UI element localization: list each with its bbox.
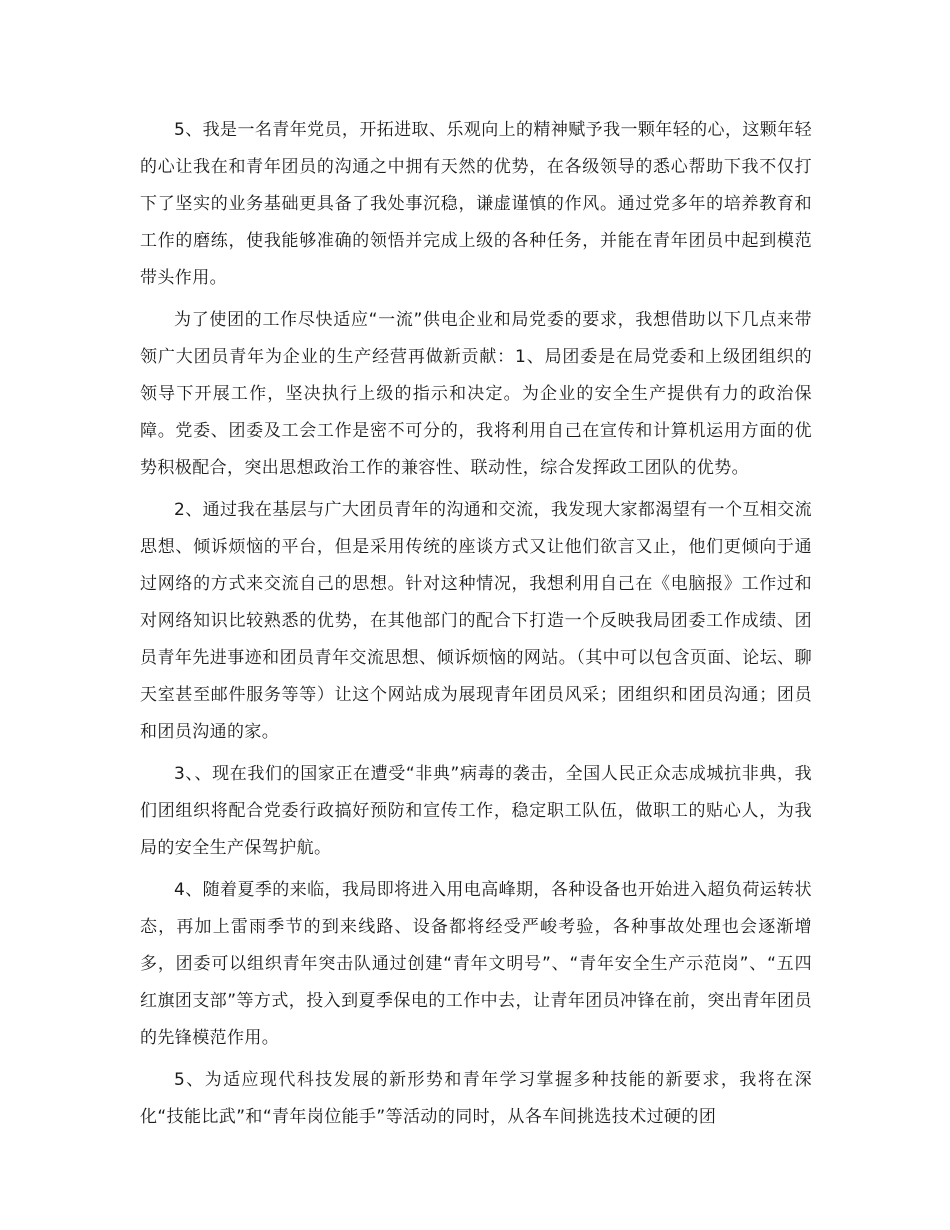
paragraph-3: 2、通过我在基层与广大团员青年的沟通和交流，我发现大家都渴望有一个互相交流思想、倾诉烦恼的平台，但是采用传统的座谈方式又让他们欲言又止，他们更倾向于通过网络的方式来交流自己的思想。针对这种情况，我想利用自己在《电脑报》工作过和对网络知识比较熟悉的优势，在其他部门的配合下打造一个反映我局团委工作成绩、团员青年先进事迹和团员青年交流思想、倾诉烦恼的网站。（其中可以包含页面、论坛、聊天室甚至邮件服务等等）让这个网站成为展现青年团员风采；团组织和团员沟通；团员和团员沟通的家。 xyxy=(140,500,812,742)
paragraph-5: 4、随着夏季的来临，我局即将进入用电高峰期，各种设备也开始进入超负荷运转状态，再加上雷雨季节的到来线路、设备都将经受严峻考验，各种事故处理也会逐渐增多，团委可以组织青年突击队通过创建“青年文明号”、“青年安全生产示范岗”、“五四红旗团支部”等方式，投入到夏季保电的工作中去，让青年团员冲锋在前，突出青年团员的先锋模范作用。 xyxy=(140,880,812,1048)
paragraph-6: 5、为适应现代科技发展的新形势和青年学习掌握多种技能的新要求，我将在深化“技能比武”和“青年岗位能手”等活动的同时，从各车间挑选技术过硬的团 xyxy=(140,1070,812,1127)
paragraph-2: 为了使团的工作尽快适应“一流”供电企业和局党委的要求，我想借助以下几点来带领广大团员青年为企业的生产经营再做新贡献：1、局团委是在局党委和上级团组织的领导下开展工作，坚决执行上级的指示和决定。为企业的安全生产提供有力的政治保障。党委、团委及工会工作是密不可分的，我将利用自己在宣传和计算机运用方面的优势积极配合，突出思想政治工作的兼容性、联动性，综合发挥政工团队的优势。 xyxy=(140,310,812,478)
document-body xyxy=(140,112,812,1141)
paragraph-4: 3、、现在我们的国家正在遭受“非典”病毒的袭击，全国人民正众志成城抗非典，我们团组织将配合党委行政搞好预防和宣传工作，稳定职工队伍，做职工的贴心人，为我局的安全生产保驾护航。 xyxy=(140,764,812,858)
paragraph-1: 5、我是一名青年党员，开拓进取、乐观向上的精神赋予我一颗年轻的心，这颗年轻的心让我在和青年团员的沟通之中拥有天然的优势，在各级领导的悉心帮助下我不仅打下了坚实的业务基础更具备了我处事沉稳，谦虚谨慎的作风。通过党多年的培养教育和工作的磨练，使我能够准确的领悟并完成上级的各种任务，并能在青年团员中起到模范带头作用。 xyxy=(140,120,812,288)
